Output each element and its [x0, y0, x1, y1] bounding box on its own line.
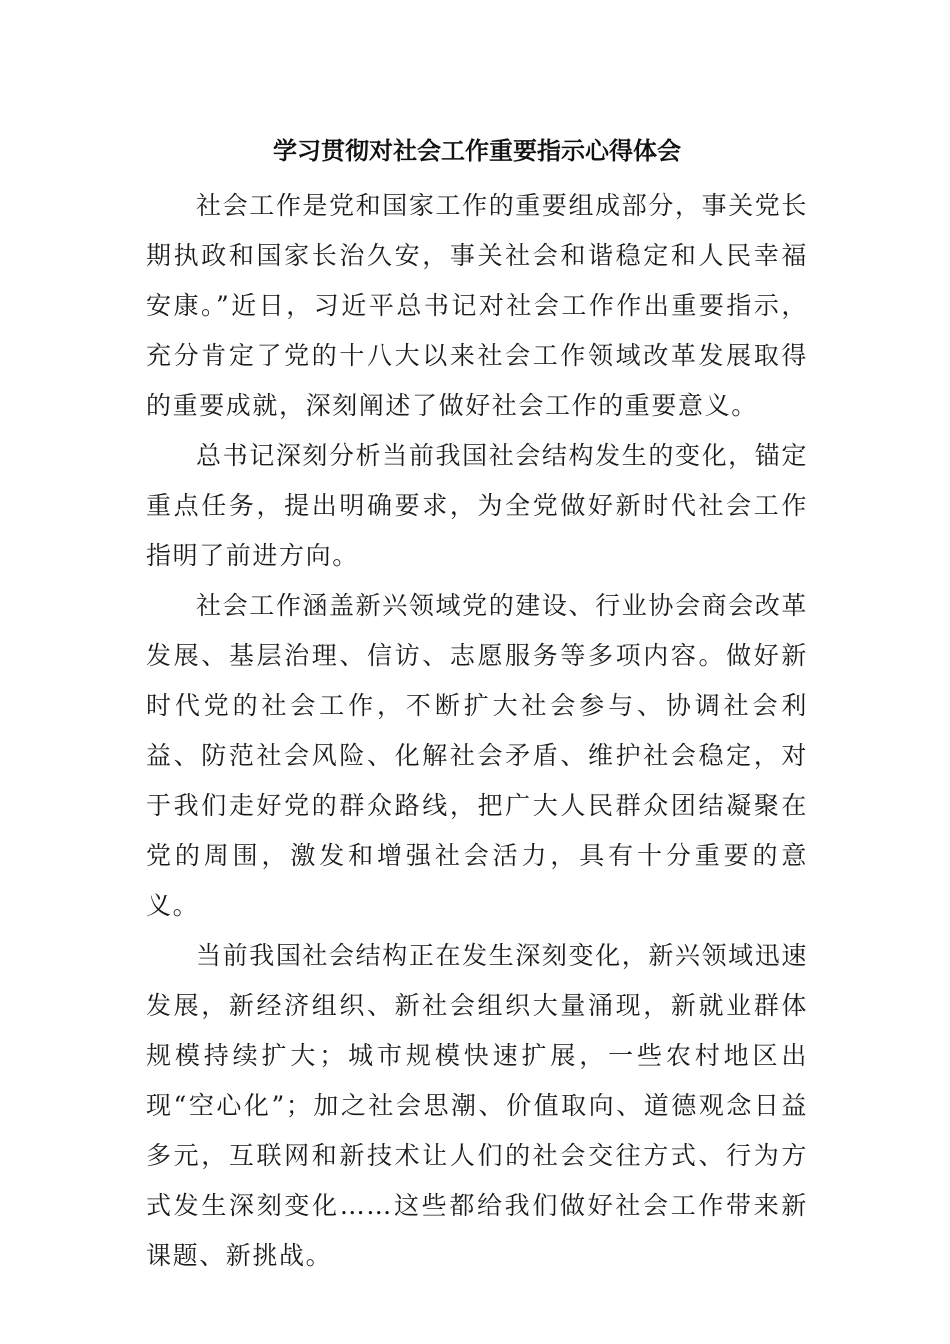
- paragraph-4: 当前我国社会结构正在发生深刻变化，新兴领域迅速发展，新经济组织、新社会组织大量涌现，新就业群体规模持续扩大；城市规模快速扩展，一些农村地区出现“空心化”；加之社会思潮、价值取向、道德观念日益多元，互联网和新技术让人们的社会交往方式、行为方式发生深刻变化……这些都给我们做好社会工作带来新课题、新挑战。: [146, 941, 808, 1270]
- paragraph-2: 总书记深刻分析当前我国社会结构发生的变化，锚定重点任务，提出明确要求，为全党做好新时代社会工作指明了前进方向。: [146, 441, 808, 570]
- document-title: 学习贯彻对社会工作重要指示心得体会: [273, 137, 681, 165]
- paragraph-1: 社会工作是党和国家工作的重要组成部分，事关党长期执政和国家长治久安，事关社会和谐稳定和人民幸福安康。”近日，习近平总书记对社会工作作出重要指示，充分肯定了党的十八大以来社会工作领域改革发展取得的重要成就，深刻阐述了做好社会工作的重要意义。: [146, 191, 808, 420]
- document-body: [146, 126, 808, 1281]
- paragraph-3: 社会工作涵盖新兴领域党的建设、行业协会商会改革发展、基层治理、信访、志愿服务等多项内容。做好新时代党的社会工作，不断扩大社会参与、协调社会利益、防范社会风险、化解社会矛盾、维护社会稳定，对于我们走好党的群众路线，把广大人民群众团结凝聚在党的周围，激发和增强社会活力，具有十分重要的意义。: [146, 591, 808, 920]
